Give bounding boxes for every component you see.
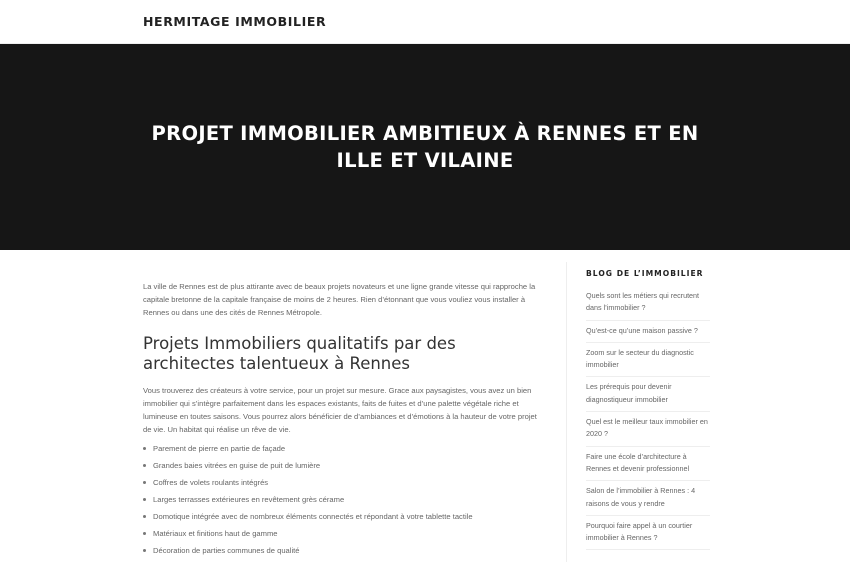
- site-title-link[interactable]: HERMITAGE IMMOBILIER: [143, 14, 327, 29]
- features-list: [143, 442, 543, 561]
- list-item: Matériaux et finitions haut de gamme: [143, 527, 543, 544]
- list-item: Parement de pierre en partie de façade: [143, 442, 543, 459]
- list-item: Grandes baies vitrées en guise de puit de lumière: [143, 459, 543, 476]
- post-link[interactable]: Zoom sur le secteur du diagnostic immobilier: [586, 347, 694, 370]
- post-item: [586, 286, 710, 321]
- post-item: [586, 481, 710, 516]
- hero-banner: [0, 44, 850, 250]
- post-item: [586, 321, 710, 343]
- post-link[interactable]: Salon de l’immobilier à Rennes : 4 raisons de vous y rendre: [586, 486, 696, 508]
- list-item: Décoration de parties communes de qualité: [143, 544, 543, 561]
- post-item: [586, 343, 710, 378]
- post-link[interactable]: Pourquoi faire appel à un courtier immobilier à Rennes ?: [586, 520, 693, 543]
- post-link[interactable]: Quels sont les métiers qui recrutent dans l’immobilier ?: [586, 291, 700, 313]
- post-item: [586, 516, 710, 551]
- intro-paragraph: La ville de Rennes est de plus attirante avec de beaux projets novateurs et une ligne grande vitesse qui rapproche la capitale bretonne de la capitale française de moins de 2 heures. Rien d’étonnant que vous vouliez vous installer à Rennes ou dans une des cités de Rennes Métropole.: [143, 282, 536, 318]
- post-link[interactable]: Quel est le meilleur taux immobilier en 2020 ?: [586, 417, 708, 439]
- article-content: [143, 280, 543, 561]
- page-title: PROJET IMMOBILIER AMBITIEUX À RENNES ET EN ILLE ET VILAINE: [151, 122, 699, 172]
- post-item: [586, 412, 710, 447]
- post-link[interactable]: Faire une école d’architecture à Rennes et devenir professionnel: [586, 451, 690, 473]
- blog-sidebar: [566, 262, 716, 562]
- post-item: [586, 447, 710, 482]
- sidebar-title: BLOG DE L’IMMOBILIER: [586, 269, 704, 278]
- section-heading: Projets Immobiliers qualitatifs par des architectes talentueux à Rennes: [143, 333, 456, 373]
- list-item: Coffres de volets roulants intégrés: [143, 476, 543, 493]
- post-item: [586, 377, 710, 412]
- post-link[interactable]: Qu’est-ce qu’une maison passive ?: [586, 325, 698, 335]
- list-item: Domotique intégrée avec de nombreux éléments connectés et répondant à votre tablette tactile: [143, 510, 543, 527]
- recent-posts-list: [586, 286, 710, 550]
- site-header: [0, 0, 850, 44]
- list-item: Larges terrasses extérieures en revêtement grès cérame: [143, 493, 543, 510]
- section-paragraph: Vous trouverez des créateurs à votre service, pour un projet sur mesure. Grace aux paysagistes, vous avez un bien immobilier qui s’intègre parfaitement dans les espaces existants, faits de fuites et d’une palette végétale riche et lumineuse en toutes saisons. Vous pourrez alors bénéficier de d’ambiances et d’émotions à la hauteur de votre projet de vie. Un habitat qui réalise un rêve de vie.: [143, 385, 537, 435]
- post-link[interactable]: Les prérequis pour devenir diagnostiqueur immobilier: [586, 382, 672, 404]
